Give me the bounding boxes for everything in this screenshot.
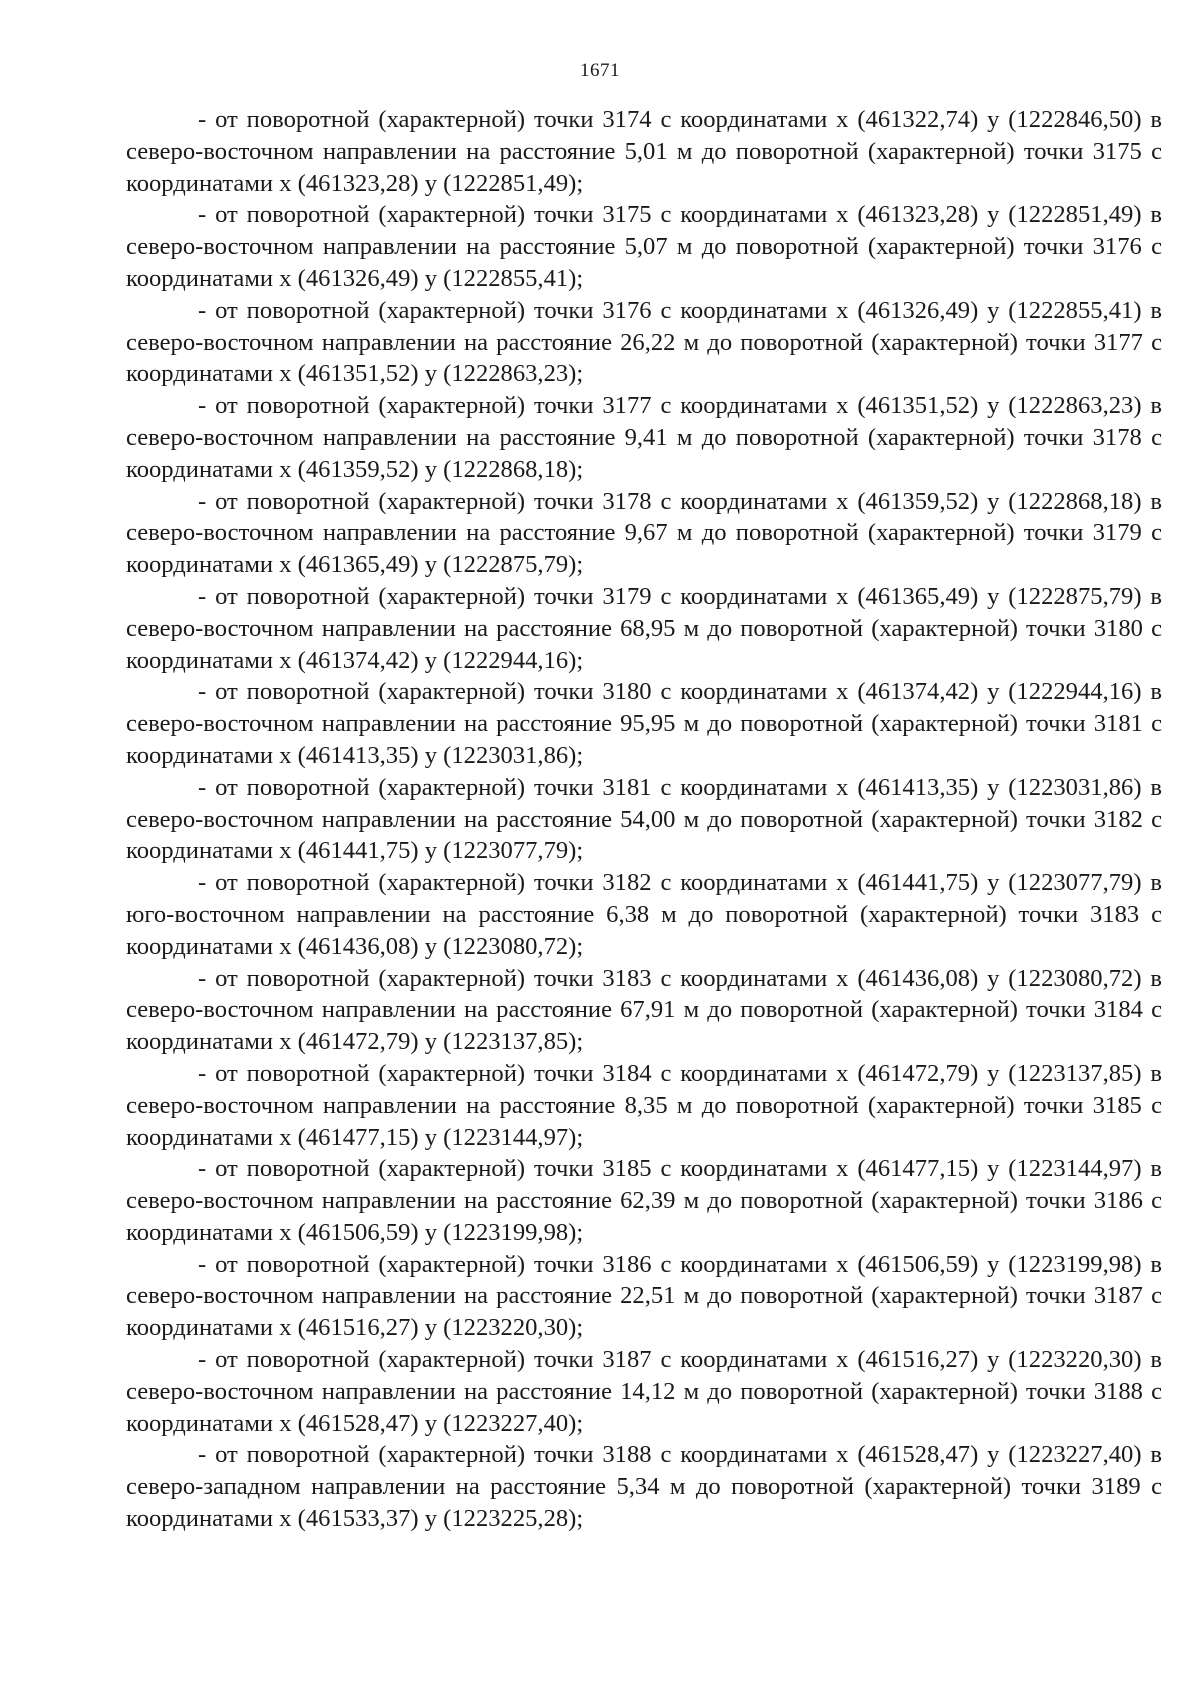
boundary-segment-paragraph: - от поворотной (характерной) точки 3175 с координатами х (461323,28) у (1222851,49) в северо-восточном направлении на расстояние 5,07 м до поворотной (характерной) точки 3176 с координатами х (461326,49) у (1222855,41);: [126, 201, 1162, 292]
boundary-segment-paragraph: - от поворотной (характерной) точки 3186 с координатами х (461506,59) у (1223199,98) в северо-восточном направлении на расстояние 22,51 м до поворотной (характерной) точки 3187 с координатами х (461516,27) у (1223220,30);: [126, 1250, 1162, 1342]
boundary-segment-paragraph: - от поворотной (характерной) точки 3181 с координатами х (461413,35) у (1223031,86) в северо-восточном направлении на расстояние 54,00 м до поворотной (характерной) точки 3182 с координатами х (461441,75) у (1223077,79);: [126, 773, 1162, 865]
boundary-segment-paragraph: - от поворотной (характерной) точки 3179 с координатами х (461365,49) у (1222875,79) в северо-восточном направлении на расстояние 68,95 м до поворотной (характерной) точки 3180 с координатами х (461374,42) у (1222944,16);: [126, 582, 1162, 674]
boundary-segment-paragraph: - от поворотной (характерной) точки 3180 с координатами х (461374,42) у (1222944,16) в северо-восточном направлении на расстояние 95,95 м до поворотной (характерной) точки 3181 с координатами х (461413,35) у (1223031,86);: [126, 678, 1162, 769]
boundary-segment-paragraph: - от поворотной (характерной) точки 3176 с координатами х (461326,49) у (1222855,41) в северо-восточном направлении на расстояние 26,22 м до поворотной (характерной) точки 3177 с координатами х (461351,52) у (1222863,23);: [126, 296, 1162, 388]
boundary-segment-paragraph: - от поворотной (характерной) точки 3174 с координатами х (461322,74) у (1222846,50) в северо-восточном направлении на расстояние 5,01 м до поворотной (характерной) точки 3175 с координатами х (461323,28) у (1222851,49);: [126, 106, 1162, 197]
boundary-segment-paragraph: - от поворотной (характерной) точки 3188 с координатами х (461528,47) у (1223227,40) в северо-западном направлении на расстояние 5,34 м до поворотной (характерной) точки 3189 с координатами х (461533,37) у (1223225,28);: [126, 1441, 1162, 1533]
boundary-segment-paragraph: - от поворотной (характерной) точки 3185 с координатами х (461477,15) у (1223144,97) в северо-восточном направлении на расстояние 62,39 м до поворотной (характерной) точки 3186 с координатами х (461506,59) у (1223199,98);: [126, 1155, 1162, 1246]
boundary-segment-paragraph: - от поворотной (характерной) точки 3184 с координатами х (461472,79) у (1223137,85) в северо-восточном направлении на расстояние 8,35 м до поворотной (характерной) точки 3185 с координатами х (461477,15) у (1223144,97);: [126, 1059, 1162, 1151]
boundary-segment-paragraph: - от поворотной (характерной) точки 3182 с координатами х (461441,75) у (1223077,79) в юго-восточном направлении на расстояние 6,38 м до поворотной (характерной) точки 3183 с координатами х (461436,08) у (1223080,72);: [126, 869, 1162, 960]
boundary-segment-paragraph: - от поворотной (характерной) точки 3178 с координатами х (461359,52) у (1222868,18) в северо-восточном направлении на расстояние 9,67 м до поворотной (характерной) точки 3179 с координатами х (461365,49) у (1222875,79);: [126, 487, 1162, 579]
boundary-segment-paragraph: - от поворотной (характерной) точки 3183 с координатами х (461436,08) у (1223080,72) в северо-восточном направлении на расстояние 67,91 м до поворотной (характерной) точки 3184 с координатами х (461472,79) у (1223137,85);: [126, 964, 1162, 1056]
boundary-segment-paragraph: - от поворотной (характерной) точки 3177 с координатами х (461351,52) у (1222863,23) в северо-восточном направлении на расстояние 9,41 м до поворотной (характерной) точки 3178 с координатами х (461359,52) у (1222868,18);: [126, 392, 1162, 483]
boundary-segment-paragraph: - от поворотной (характерной) точки 3187 с координатами х (461516,27) у (1223220,30) в северо-восточном направлении на расстояние 14,12 м до поворотной (характерной) точки 3188 с координатами х (461528,47) у (1223227,40);: [126, 1346, 1162, 1437]
boundary-description-list: [126, 104, 1162, 1535]
page-number: 1671: [580, 60, 620, 81]
